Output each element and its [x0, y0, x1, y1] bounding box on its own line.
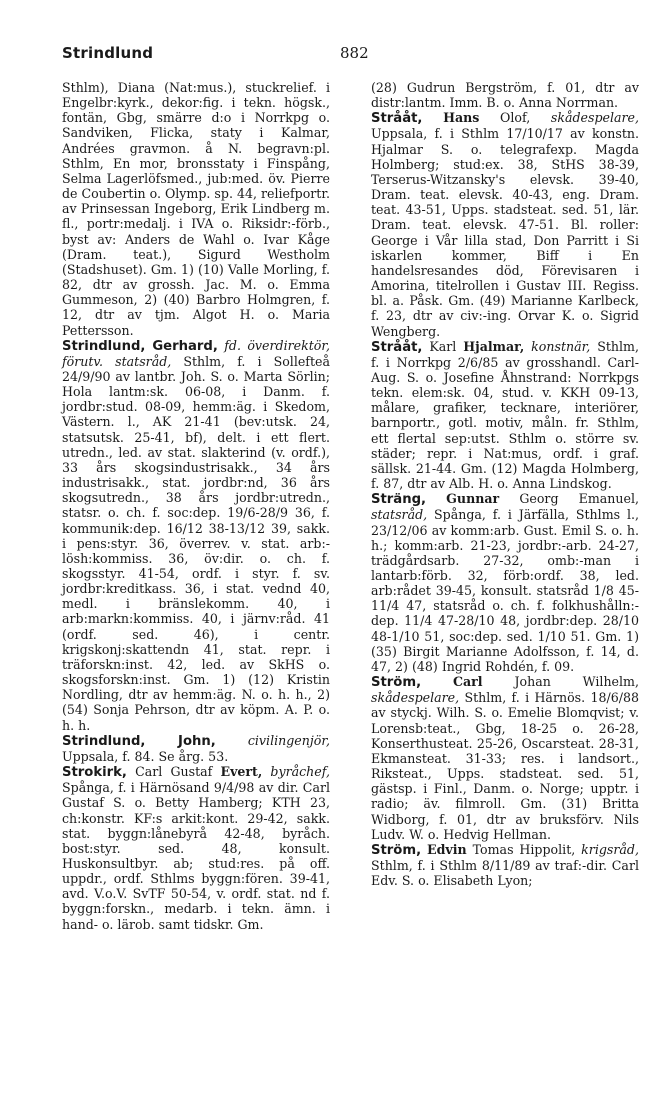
entry-given-name: Gunnar	[446, 491, 500, 507]
entry-first-names: Karl	[429, 338, 457, 354]
entry-text: Sthlm, f. i Sthlm 8/11/89 av traf:-dir. Carl Edv. S. o. Elisabeth Lyon;	[371, 857, 639, 889]
entry-headword: Strokirk,	[62, 765, 127, 781]
entry-title: konstnär,	[531, 338, 591, 354]
entry-headword: Strindlund, Gerhard,	[62, 338, 218, 354]
entry-text: Uppsala, f. 84. Se årg. 53.	[62, 748, 229, 764]
entry-headword: Ström,	[371, 675, 422, 691]
entry-strom-edvin	[371, 842, 639, 888]
entry-title: byråchef,	[270, 764, 330, 780]
entry-headword: Strååt,	[371, 111, 423, 127]
entry-continuation	[62, 80, 330, 338]
entry-headword: Strindlund, John,	[62, 733, 216, 749]
entry-title: skådespelare,	[371, 690, 460, 706]
entry-title: statsråd,	[371, 507, 428, 523]
entry-title: skådespelare,	[550, 110, 639, 126]
entry-strang-gunnar	[371, 491, 639, 674]
entry-continuation	[371, 80, 639, 110]
entry-first-names: Carl Gustaf	[135, 764, 213, 780]
entry-text: Uppsala, f. i Sthlm 17/10/17 av konstn. Hjalmar S. o. telegrafexp. Magda Holmberg; stud:ex. 38, StHS 38-39, Terserus-Witzansky's elevsk. 39-40, Dram. teat. elevsk. 40-43, eng. Dram. teat. 43-51, Upps. stadsteat. sed. 51, lär. Dram. teat. elevsk. 47-51. Bl. roller: George i Vår lilla stad, Don Parritt i Si iskarlen kommer, Biff i En handelsresandes död, Förevisaren i Amorina, titelrollen i Gustav III. Regiss. bl. a. Påsk. Gm. (49) Marianne Karlbeck, f. 23, dtr av civ:-ing. Orvar K. o. Sigrid Wengberg.	[371, 126, 639, 339]
entry-headword: Ström,	[371, 842, 422, 858]
entry-title: krigsråd,	[581, 841, 639, 857]
entry-given-name: Hans	[443, 110, 480, 126]
entry-strindlund-john	[62, 733, 330, 764]
entry-first-names: Tomas Hippolit,	[472, 841, 576, 857]
entry-text: Spånga, f. i Järfälla, Sthlms l., 23/12/06 av komm:arb. Gust. Emil S. o. h. h.; komm:arb. 21-23, jordbr:-arb. 24-27, trädgårdsarb. 27-32, omb:-man i lantarb:förb. 32, förb:ordf. 38, led. arb:rådet 39-45, konsult. statsråd 1/8 45-11/4 47, statsråd o. ch. f. folkhushålln:-dep. 11/4 47-28/10 48, jordbr:dep. 28/10 48-1/10 51, soc:dep. sed. 1/10 51. Gm. 1) (35) Birgit Marianne Adolfsson, f. 14, d. 47, 2) (48) Ingrid Rohdén, f. 09.	[371, 507, 639, 674]
running-head: Strindlund	[62, 44, 154, 62]
entry-headword: Sträng,	[371, 492, 427, 508]
entry-first-names: Johan Wilhelm,	[514, 674, 639, 690]
entry-straat-hjalmar	[371, 339, 639, 492]
entry-text: Sthlm, f. i Sollefteå 24/9/90 av lantbr. Joh. S. o. Marta Sörlin; Hola lantm:sk. 06-08, i Danm. f. jordbr:stud. 08-09, hemm:äg. i Skedom, Västern. l., AK 21-41 (bev:utsk. 24, statsutsk. 25-41, bf), delt. i ett flert. utredn., led. av stat. slakterind (v. ordf.), 33 års skogsindustrisakk., 34 års industrisakk., stat. jordbr:nd, 36 års skogsutredn., 38 års jordbr:utredn., statsr. o. ch. f. soc:dep. 19/6-28/9 36, f. kommunik:dep. 16/12 38-13/12 39, sakk. i pens:styr. 36, överrev. v. stat. arb:-lösh:kommiss. 36, öv:dir. o. ch. f. skogsstyr. 41-54, ordf. i styr. f. sv. jordbr:kreditkass. 36, i stat. vednd 40, medl. i bränslekomm. 40, i arb:markn:kommiss. 40, i järnv:råd. 41 (ordf. sed. 46), i centr. krigskonj:skattendn 41, stat. repr. i träforskn:inst. 42, led. av SkHS o. skogsforskn:inst. Gm. 1) (12) Kristin Nordling, dtr av hemm:äg. N. o. h. h., 2) (54) Sonja Pehrson, dtr av köpm. A. P. o. h. h.	[62, 353, 330, 733]
entry-strindlund-gerhard	[62, 338, 330, 733]
entry-title: fd. överdirektör, förutv. statsråd,	[62, 337, 330, 369]
entry-strokirk-evert	[62, 764, 330, 932]
entry-first-names: Georg Emanuel,	[519, 491, 639, 507]
right-column	[371, 80, 639, 888]
page-number: 882	[340, 44, 369, 62]
page-header	[62, 44, 610, 68]
entry-headword: Strååt,	[371, 339, 423, 355]
entry-text: Sthlm), Diana (Nat:mus.), stuckrelief. i Engelbr:kyrk., dekor:fig. i tekn. högsk., fontän, Gbg, smärre d:o i Norrkpg o. Sandviken, Flicka, staty i Kalmar, Andrées gravmon. å N. begravn:pl. Sthlm, En mor, bronsstaty i Finspång, Selma Lagerlöfsmed., jub:med. öv. Pierre de Coubertin o. Olymp. sp. 44, reliefportr. av Prinsessan Ingeborg, Erik Lindberg m. fl., portr:medalj. i IVA o. Riksidr:-förb., byst av: Anders de Wahl o. Ivar Kåge (Dram. teat.), Sigurd Westholm (Stadshuset). Gm. 1) (10) Valle Morling, f. 82, dtr av grossh. Jac. M. o. Emma Gummeson, 2) (40) Barbro Holmgren, f. 12, dtr av tjm. Algot H. o. Maria Pettersson.	[62, 80, 330, 338]
entry-title: civilingenjör,	[247, 732, 330, 748]
entry-text: Spånga, f. i Härnösand 9/4/98 av dir. Carl Gustaf S. o. Betty Hamberg; KTH 23, ch:konstr. KF:s arkit:kont. 29-42, sakk. stat. byggn:lånebyrå 42-48, byråch. bost:styr. sed. 48, konsult. Huskonsultbyr. ab; stud:res. på off. uppdr., ordf. Sthlms byggn:fören. 39-41, avd. V.o.V. SvTF 50-54, v. ordf. stat. nd f. byggn:forskn., medarb. i tekn. ämn. i hand- o. lärob. samt tidskr. Gm.	[62, 780, 330, 932]
entry-first-names: Olof,	[500, 110, 531, 126]
entry-text: (28) Gudrun Bergström, f. 01, dtr av distr:lantm. Imm. B. o. Anna Norrman.	[371, 80, 639, 111]
entry-given-name: Evert,	[220, 764, 263, 780]
entry-given-name: Edvin	[427, 841, 467, 857]
entry-text: Sthlm, f. i Härnös. 18/6/88 av styckj. Wilh. S. o. Emelie Blomqvist; v. Lorensb:teat., Gbg, 18-25 o. 26-28, Konserthusteat. 25-26, Oscarsteat. 28-31, Ekmansteat. 31-33; res. i landsort., Riksteat., Upps. stadsteat. sed. 51, gästsp. i Finl., Danm. o. Norge; upptr. i radio; äv. filmroll. Gm. (31) Britta Widborg, f. 01, dtr av bruksförv. Nils Ludv. W. o. Hedvig Hellman.	[371, 690, 639, 842]
entry-text: Sthlm, f. i Norrkpg 2/6/85 av grosshandl. Carl-Aug. S. o. Josefine Åhnstrand: Norrkpgs tekn. elem:sk. 04, stud. v. KKH 09-13, målare, grafiker, tecknare, interiörer, barnportr., gotl. motiv, måln. fr. Sthlm, ett flertal sep:utst. Sthlm o. större sv. städer; repr. i Nat:mus, ordf. i graf. sällsk. 21-44. Gm. (12) Magda Holmberg, f. 87, dtr av Alb. H. o. Anna Lindskog.	[371, 338, 639, 492]
left-column	[62, 80, 330, 932]
entry-strom-carl	[371, 674, 639, 842]
entry-given-name: Carl	[452, 674, 483, 690]
entry-given-name: Hjalmar,	[463, 338, 525, 354]
entry-straat-hans	[371, 110, 639, 338]
